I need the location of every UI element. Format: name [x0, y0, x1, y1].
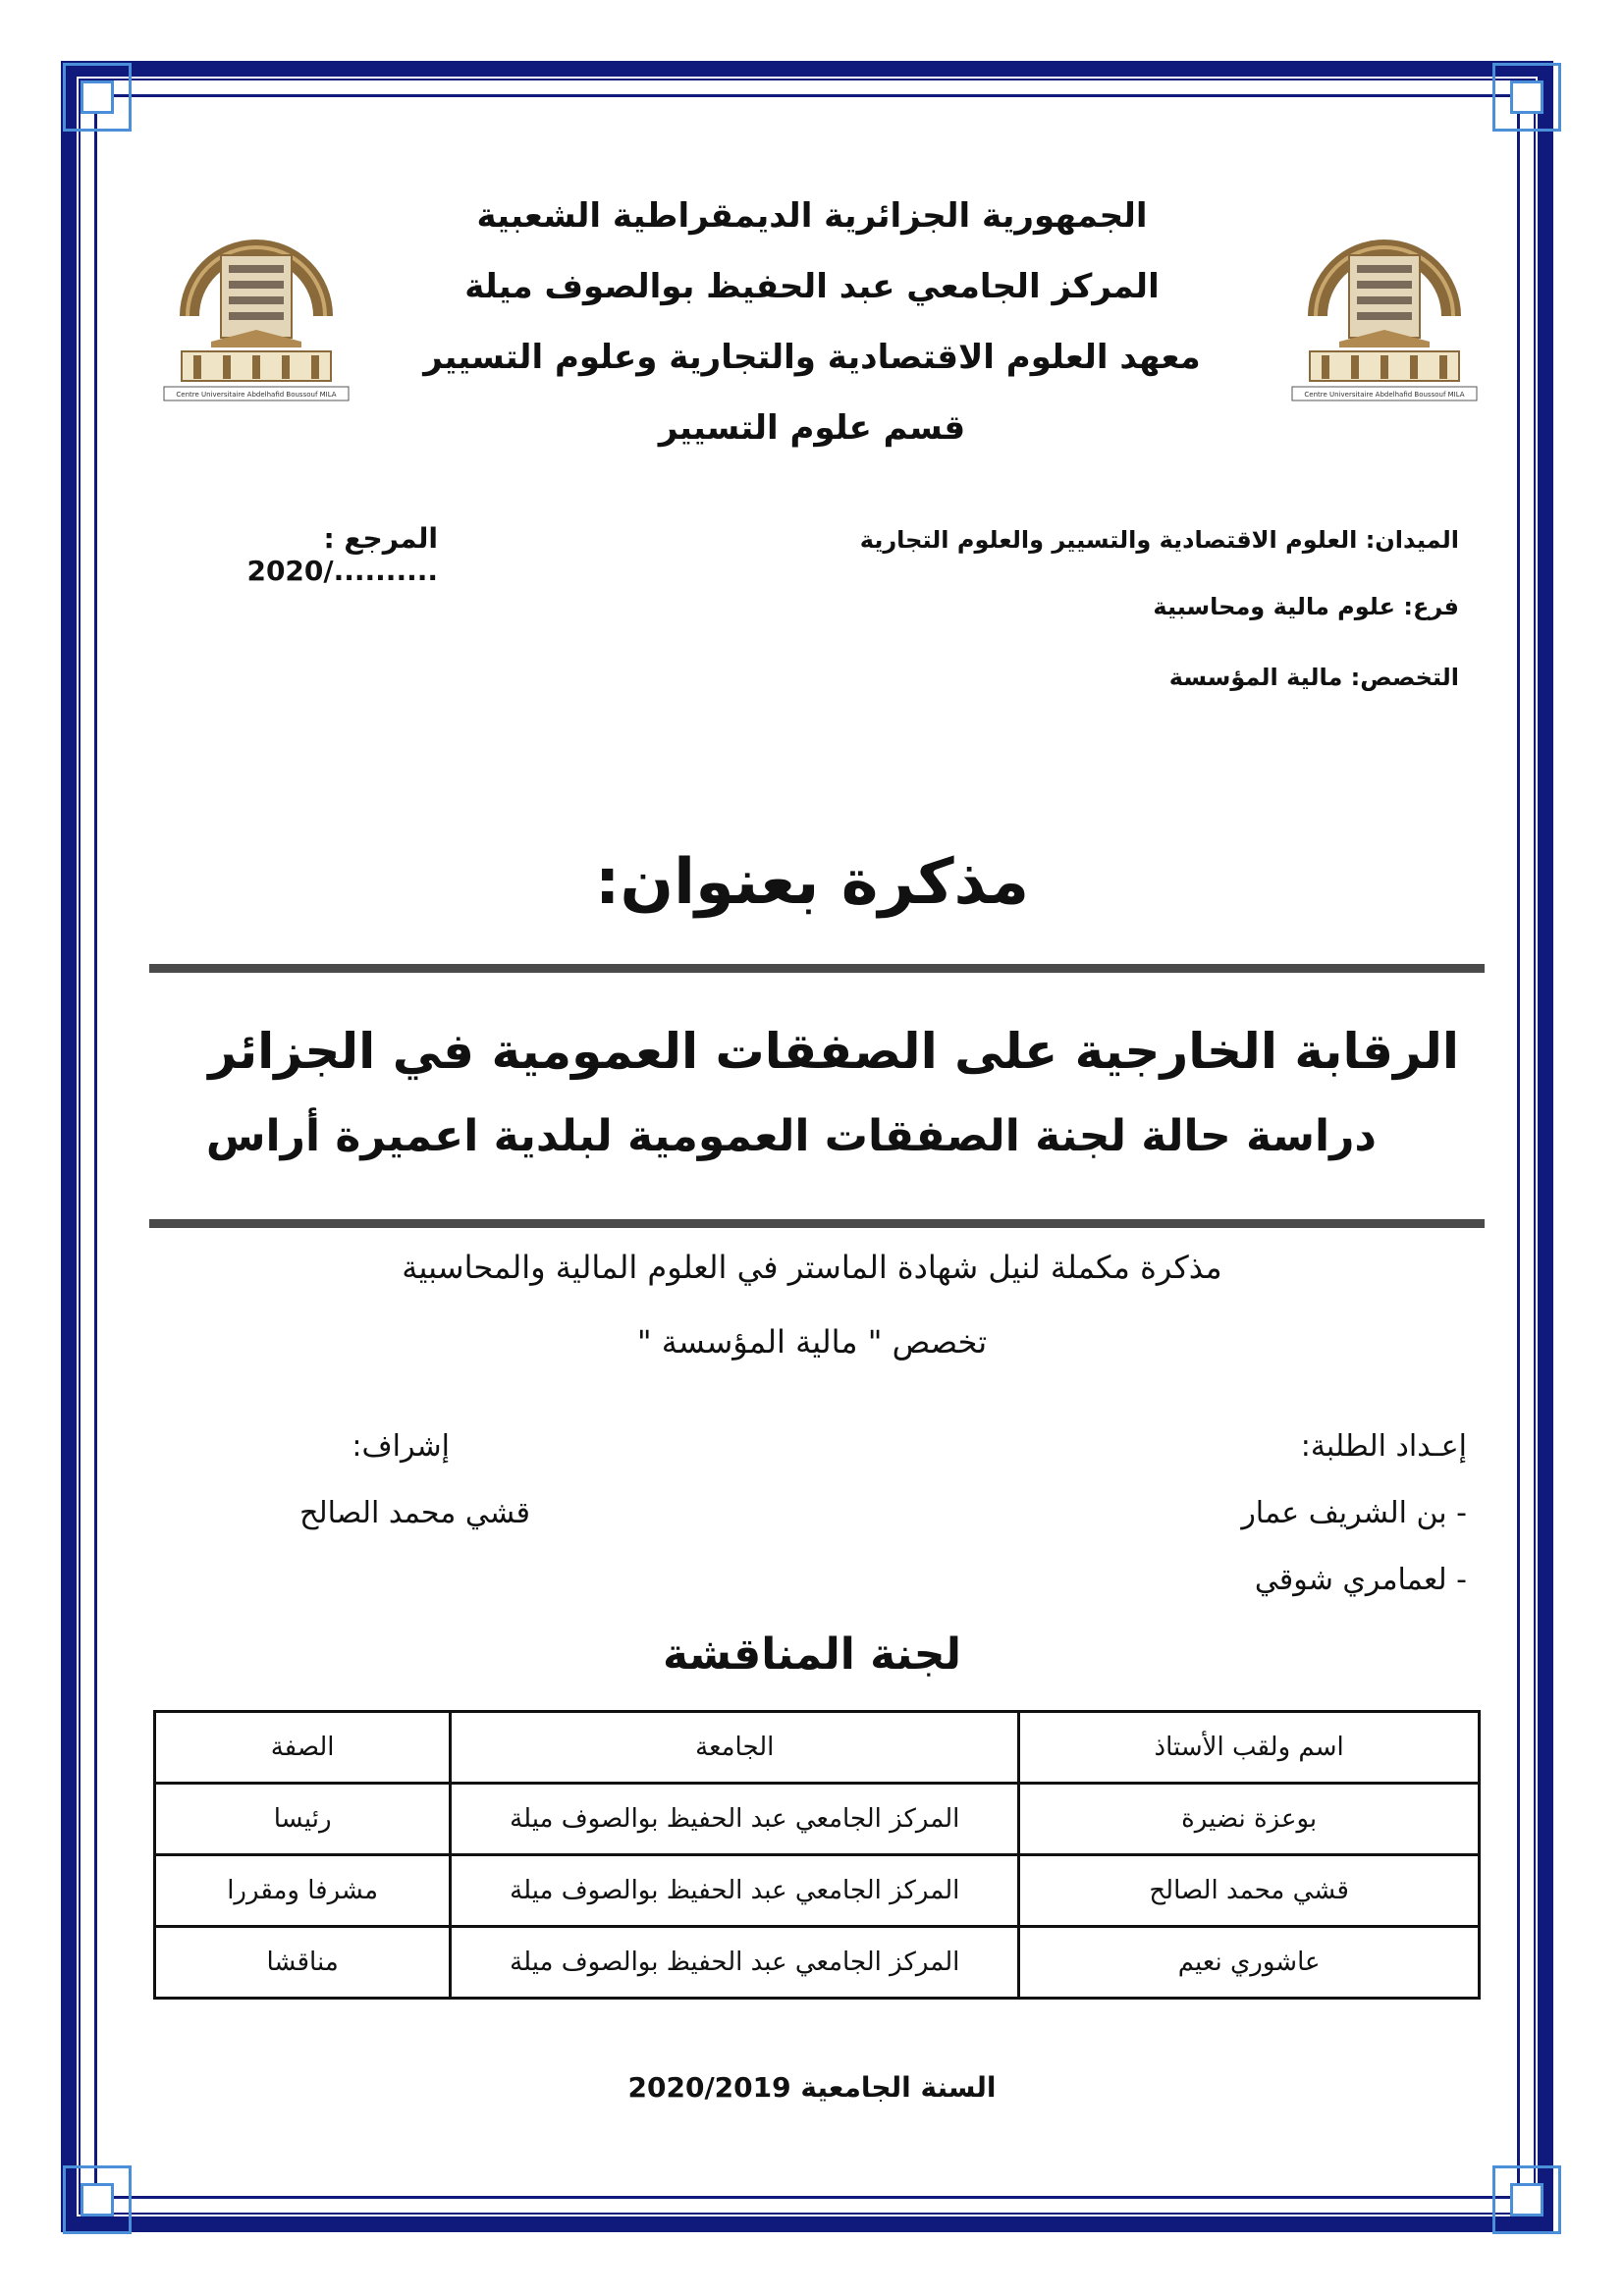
svg-text:Centre Universitaire Abdelhafi: Centre Universitaire Abdelhafid Boussouf MILA: [176, 391, 337, 399]
reference-label: المرجع :: [323, 522, 438, 555]
table-row: [155, 1784, 1480, 1855]
corner-ornament-top-right: [1492, 63, 1561, 132]
header-country: الجمهورية الجزائرية الديمقراطية الشعبية: [476, 196, 1148, 236]
student-name-2: - لعمامري شوقي: [1254, 1563, 1467, 1597]
jury-member-university: المركز الجامعي عبد الحفيظ بوالصوف ميلة: [451, 1784, 1019, 1855]
supervisor-label: إشراف:: [352, 1429, 450, 1464]
specialty-line: تخصص " مالية المؤسسة ": [636, 1323, 988, 1361]
branch-label: فرع: علوم مالية ومحاسبية: [1153, 593, 1459, 620]
reference: [153, 522, 438, 587]
jury-member-name: عاشوري نعيم: [1019, 1927, 1480, 1999]
student-name-1: - بن الشريف عمار: [1241, 1496, 1467, 1530]
column-header-role: الصفة: [155, 1712, 451, 1784]
jury-member-name: بوعزة نضيرة: [1019, 1784, 1480, 1855]
specialty-label: التخصص: مالية المؤسسة: [1168, 664, 1459, 691]
academic-year: السنة الجامعية 2020/2019: [627, 2071, 997, 2104]
corner-ornament-bottom-left: [63, 2165, 132, 2234]
title-rule-bottom: [149, 1219, 1485, 1228]
jury-heading: لجنة المناقشة: [662, 1629, 962, 1680]
university-logo-left: [160, 208, 352, 404]
field-label: الميدان: العلوم الاقتصادية والتسيير والعلوم التجارية: [859, 526, 1459, 554]
column-header-university: الجامعة: [451, 1712, 1019, 1784]
supervisor-name: قشي محمد الصالح: [299, 1496, 530, 1530]
jury-member-university: المركز الجامعي عبد الحفيظ بوالصوف ميلة: [451, 1927, 1019, 1999]
corner-ornament-top-left: [63, 63, 132, 132]
table-row: [155, 1855, 1480, 1927]
header-department: قسم علوم التسيير: [658, 408, 966, 448]
title-rule-top: [149, 964, 1485, 973]
students-label: إعـداد الطلبة:: [1300, 1429, 1467, 1464]
reference-value: 2020/..........: [246, 555, 438, 587]
jury-member-name: قشي محمد الصالح: [1019, 1855, 1480, 1927]
header-institute: معهد العلوم الاقتصادية والتجارية وعلوم التسيير: [423, 338, 1201, 377]
corner-ornament-bottom-right: [1492, 2165, 1561, 2234]
jury-member-role: مناقشا: [155, 1927, 451, 1999]
header-university: المركز الجامعي عبد الحفيظ بوالصوف ميلة: [464, 267, 1160, 306]
svg-text:Centre Universitaire Abdelhafi: Centre Universitaire Abdelhafid Boussouf MILA: [1304, 391, 1465, 399]
table-header-row: [155, 1712, 1480, 1784]
memo-heading: مذكرة بعنوان:: [594, 846, 1030, 919]
table-row: [155, 1927, 1480, 1999]
memo-subtitle: دراسة حالة لجنة الصفقات العمومية لبلدية اعميرة أراس: [205, 1111, 1377, 1161]
degree-line: مذكرة مكملة لنيل شهادة الماستر في العلوم المالية والمحاسبية: [402, 1249, 1222, 1286]
jury-member-role: مشرفا ومقررا: [155, 1855, 451, 1927]
jury-table: [153, 1710, 1481, 2000]
university-building-icon: [1288, 208, 1481, 404]
jury-member-university: المركز الجامعي عبد الحفيظ بوالصوف ميلة: [451, 1855, 1019, 1927]
memo-title: الرقابة الخارجية على الصفقات العمومية في الجزائر: [208, 1023, 1459, 1080]
university-building-icon: [160, 208, 352, 404]
university-logo-right: [1288, 208, 1481, 404]
jury-member-role: رئيسا: [155, 1784, 451, 1855]
column-header-name: اسم ولقب الأستاذ: [1019, 1712, 1480, 1784]
